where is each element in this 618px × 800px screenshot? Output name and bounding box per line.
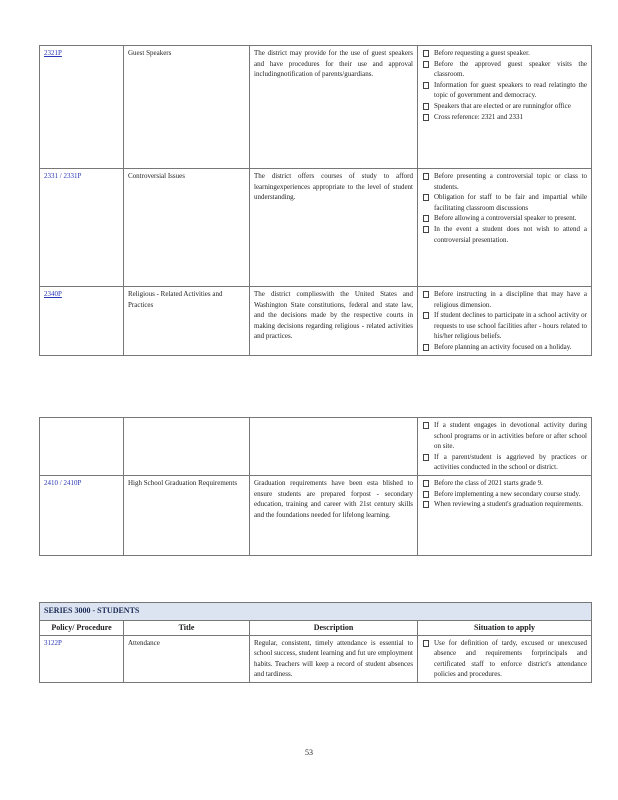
policy-title: Guest Speakers <box>124 46 250 169</box>
situation-item: If a student engages in devotional activity during school programs or in activities before or after school on site. <box>422 420 587 452</box>
page-number: 53 <box>305 748 313 757</box>
situation-list <box>422 48 587 122</box>
column-header-description: Description <box>250 620 418 635</box>
policy-table-1 <box>39 45 592 356</box>
policy-title: Controversial Issues <box>124 169 250 287</box>
policy-link-2340p[interactable]: 2340P <box>44 290 62 298</box>
situation-item: Before instructing in a discipline that may have a religious dimension. <box>422 289 587 310</box>
column-header-row <box>40 620 592 635</box>
policy-description: The district offers courses of study to afford learningexperiences appropriate to the level of student understanding. <box>250 169 418 287</box>
situation-item: Before implementing a new secondary course study. <box>422 489 587 500</box>
policy-description: Regular, consistent, timely attendance is essential to school success, student learning and fut ure employment habits. Teachers will keep a record of student absences and tardiness. <box>250 635 418 682</box>
situation-item: Before requesting a guest speaker. <box>422 48 587 59</box>
situation-item: In the event a student does not wish to attend a controversial presentation. <box>422 224 587 245</box>
policy-description: The district complieswith the United States and Washington State constitutions, federal and state law, and the decisions made by the respective courts in making decisions regarding religious - related activities and practices. <box>250 287 418 356</box>
table-row <box>40 169 592 287</box>
table-row <box>40 635 592 682</box>
situation-item: Use for definition of tardy, excused or unexcused absence and requirements forprincipals and certificated staff to enforce district's attendance policies and procedures. <box>422 638 587 680</box>
situation-item: Speakers that are elected or are runningfor office <box>422 101 587 112</box>
situation-item: Before planning an activity focused on a holiday. <box>422 342 587 353</box>
situation-list <box>422 638 587 680</box>
policy-title: High School Graduation Requirements <box>124 475 250 555</box>
policy-description <box>250 418 418 476</box>
situation-list <box>422 289 587 353</box>
series-3000-table <box>39 602 592 683</box>
situation-item: Cross reference: 2321 and 2331 <box>422 112 587 123</box>
series-title: SERIES 3000 - STUDENTS <box>40 603 592 621</box>
series-header-row <box>40 603 592 621</box>
situation-item: Before allowing a controversial speaker to present. <box>422 213 587 224</box>
situation-item: If student declines to participate in a school activity or requests to use school facilities after - hours related to his/her religious beliefs. <box>422 310 587 342</box>
table-row <box>40 46 592 169</box>
situation-item: Before the approved guest speaker visits the classroom. <box>422 59 587 80</box>
table-row <box>40 418 592 476</box>
policy-code: 2331 / 2331P <box>44 172 82 180</box>
situation-item: Information for guest speakers to read relatingto the topic of government and democracy. <box>422 80 587 101</box>
table-row <box>40 287 592 356</box>
situation-item: Before presenting a controversial topic or class to students. <box>422 171 587 192</box>
column-header-situation: Situation to apply <box>418 620 592 635</box>
policy-title: Attendance <box>124 635 250 682</box>
situation-item: Obligation for staff to be fair and impartial while facilitating classroom discussions <box>422 192 587 213</box>
situation-item: Before the class of 2021 starts grade 9. <box>422 478 587 489</box>
policy-description: The district may provide for the use of guest speakers and have procedures for their use and approval includingnotification of parents/guardians. <box>250 46 418 169</box>
column-header-title: Title <box>124 620 250 635</box>
situation-list <box>422 478 587 510</box>
policy-code <box>40 418 124 476</box>
situation-list <box>422 420 587 473</box>
policy-code: 2410 / 2410P <box>44 478 82 487</box>
policy-title <box>124 418 250 476</box>
table-row <box>40 475 592 555</box>
policy-code: 3122P <box>44 638 62 647</box>
policy-title: Religious - Related Activities and Practices <box>124 287 250 356</box>
policy-table-2 <box>39 417 592 556</box>
policy-description: Graduation requirements have been esta blished to ensure students are prepared forpost - secondary education, training and career with 21st century skills and the foundations needed for lifelong learning. <box>250 475 418 555</box>
policy-link-2321p[interactable]: 2321P <box>44 49 62 57</box>
column-header-policy: Policy/ Procedure <box>40 620 124 635</box>
situation-item: When reviewing a student's graduation requirements. <box>422 499 587 510</box>
situation-item: If a parent/student is aggrieved by practices or activities conducted in the school or district. <box>422 452 587 473</box>
situation-list <box>422 171 587 245</box>
